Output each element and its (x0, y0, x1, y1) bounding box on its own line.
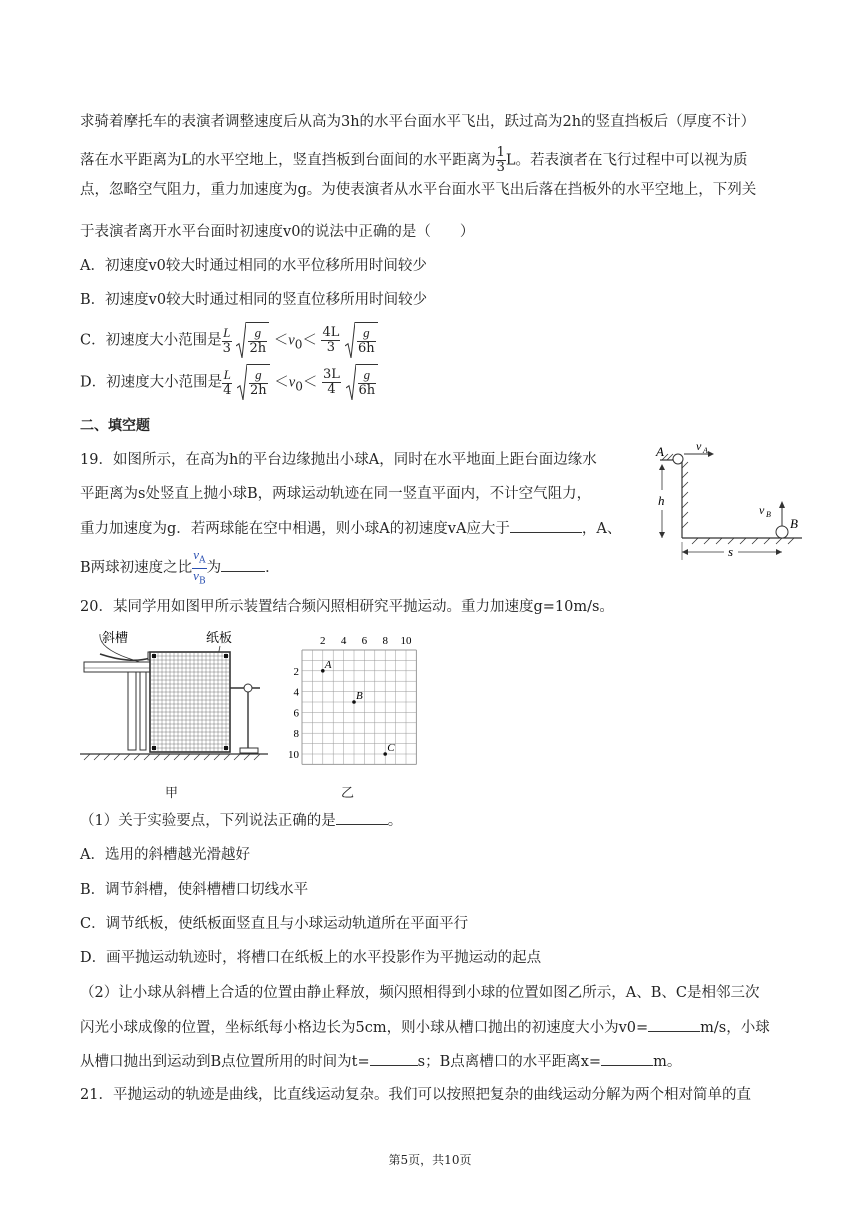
q18-line3: 点，忽略空气阻力，重力加速度为g。为使表演者从水平台面水平飞出后落在挡板外的水平空地上，下列关 (80, 182, 757, 198)
x-tick-label: 8 (382, 635, 388, 647)
answer-blank[interactable] (370, 1051, 418, 1066)
point-label-a: A (324, 658, 332, 671)
q18-line2: 落在水平距离为L的水平空地上，竖直挡板到台面间的水平距离为 $\frac{1}{3}$ L。若表演者在飞行过程中可以视为质 (80, 145, 748, 175)
fraction-one-third: $\frac{1}{3}$ (496, 145, 505, 175)
q18-option-b: B．初速度v0较大时通过相同的竖直位移所用时间较少 (80, 292, 428, 308)
answer-blank[interactable] (510, 518, 582, 533)
q20-option-b: B．调节斜槽，使斜槽槽口切线水平 (80, 882, 309, 898)
ball-b-icon (776, 526, 788, 538)
label-board: 纸板 (206, 630, 233, 645)
label-a: A (656, 444, 664, 459)
caption-jia: 甲 (165, 786, 179, 801)
q19-line2: 平距离为s处竖直上抛小球B，两球运动轨迹在同一竖直平面内，不计空气阻力， (80, 486, 592, 502)
answer-blank[interactable] (221, 557, 265, 572)
label-s: s (728, 544, 734, 559)
x-tick-label: 10 (400, 635, 412, 647)
q20-option-a: A．选用的斜槽越光滑越好 (80, 847, 250, 863)
svg-text:v: v (759, 503, 765, 517)
x-tick-label: 4 (340, 635, 347, 647)
q20-option-c: C．调节纸板，使纸板面竖直且与小球运动轨道所在平面平行 (80, 916, 469, 932)
q20-part1: （1）关于实验要点，下列说法正确的是 。 (80, 810, 402, 831)
q20-part2-line1: （2）让小球从斜槽上合适的位置由静止释放，频闪照相得到小球的位置如图乙所示，A、B、C是相邻三次 (80, 985, 760, 1001)
label-h: h (658, 493, 665, 508)
q19-line1: 19．如图所示，在高为h的平台边缘抛出小球A，同时在水平地面上距台面边缘水 (80, 452, 597, 468)
answer-blank[interactable] (601, 1051, 653, 1066)
caption-yi: 乙 (341, 786, 355, 801)
q19-line4: B两球初速度之比 $\frac{v_A}{v_B}$ 为 ． (80, 547, 280, 587)
svg-text:v: v (696, 439, 702, 453)
x-tick-label: 6 (361, 635, 368, 647)
svg-text:B: B (766, 510, 771, 519)
q18-option-a: A．初速度v0较大时通过相同的水平位移所用时间较少 (80, 258, 427, 274)
q19-line3: 重力加速度为g．若两球能在空中相遇，则小球A的初速度vA应大于 ，A、 (80, 518, 621, 539)
ball-a-icon (673, 454, 683, 464)
label-b: B (790, 516, 798, 531)
x-tick-label: 2 (320, 635, 326, 647)
point-label-c: C (387, 742, 395, 754)
q18-line4: 于表演者离开水平台面时初速度v0的说法中正确的是（ ） (80, 224, 475, 240)
q18-option-c: C．初速度大小范围是 $\frac{L}{3}$ $\frac{g}{2h}$ $<v_0<$ $\frac{4L}{3}$ $\frac{g}{6h}$ (80, 322, 378, 362)
svg-text:A: A (703, 446, 708, 455)
q20-line1: 20．某同学用如图甲所示装置结合频闪照相研究平抛运动。重力加速度g=10m/s。 (80, 599, 614, 615)
answer-blank[interactable] (648, 1017, 700, 1032)
q21-line1: 21．平抛运动的轨迹是曲线，比直线运动复杂。我们可以按照把复杂的曲线运动分解为两个相对简单的直 (80, 1087, 751, 1103)
q18-line1: 求骑着摩托车的表演者调整速度后从高为3h的水平台面水平飞出，跃过高为2h的竖直挡板后（厚度不计） (80, 114, 756, 130)
q20-part2-line2: 闪光小球成像的位置，坐标纸每小格边长为5cm，则小球从槽口抛出的初速度大小为v0= m/s，小球 (80, 1017, 770, 1038)
page-footer: 第5页，共10页 (388, 1153, 472, 1167)
point-label-b: B (356, 690, 363, 702)
y-tick-label: 2 (293, 665, 299, 678)
q19-figure (652, 438, 810, 564)
y-tick-label: 4 (293, 686, 299, 699)
q18-option-d: D．初速度大小范围是 $\frac{L}{4}$ $\frac{g}{2h}$ $<v_0<$ $\frac{3L}{4}$ $\frac{g}{6h}$ (80, 364, 378, 404)
y-tick-label: 6 (293, 707, 299, 720)
grid-figure (286, 626, 420, 772)
q20-option-d: D．画平抛运动轨迹时，将槽口在纸板上的水平投影作为平抛运动的起点 (80, 950, 542, 966)
apparatus-figure (80, 624, 270, 774)
y-tick-label: 8 (293, 728, 299, 741)
label-chute: 斜槽 (102, 630, 129, 645)
q20-part2-line3: 从槽口抛出到运动到B点位置所用的时间为t= s；B点离槽口的水平距离x= m。 (80, 1051, 681, 1072)
answer-blank[interactable] (336, 810, 388, 825)
y-tick-label: 10 (288, 749, 299, 761)
section-title: 二、填空题 (80, 418, 150, 434)
